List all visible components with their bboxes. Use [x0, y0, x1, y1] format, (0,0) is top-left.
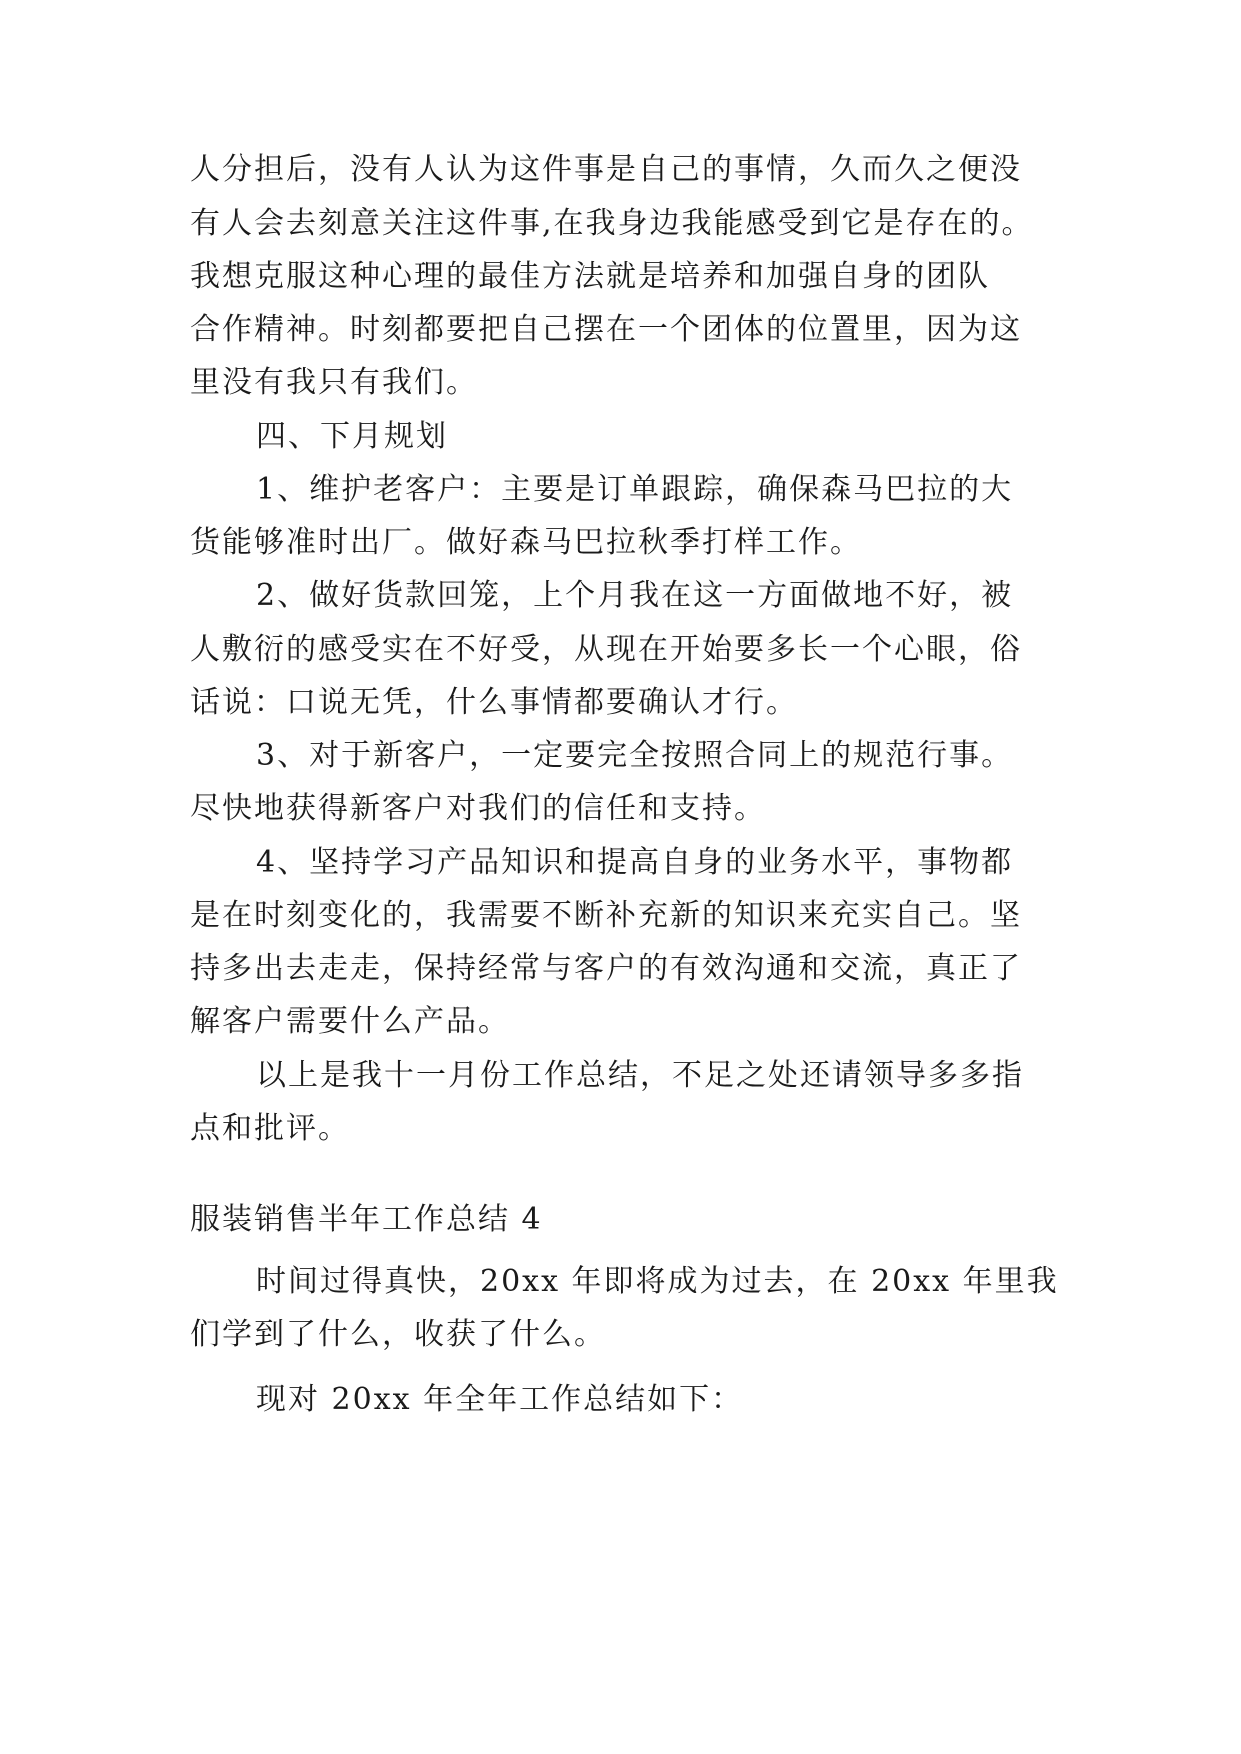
paragraph-line: 4、坚持学习产品知识和提高自身的业务水平，事物都 — [256, 845, 1014, 880]
paragraph-line: 们学到了什么，收获了什么。 — [190, 1317, 606, 1352]
paragraph-line: 1、维护老客户：主要是订单跟踪，确保森马巴拉的大 — [256, 472, 1014, 507]
paragraph-line: 现对 20xx 年全年工作总结如下： — [256, 1382, 744, 1417]
paragraph-line: 持多出去走走，保持经常与客户的有效沟通和交流，真正了 — [190, 951, 1022, 986]
paragraph-line: 以上是我十一月份工作总结，不足之处还请领导多多指 — [256, 1058, 1024, 1093]
paragraph-line: 3、对于新客户，一定要完全按照合同上的规范行事。 — [256, 738, 1014, 773]
section-heading: 四、下月规划 — [256, 419, 448, 454]
paragraph-line: 尽快地获得新客户对我们的信任和支持。 — [190, 791, 766, 826]
paragraph-line: 货能够准时出厂。做好森马巴拉秋季打样工作。 — [190, 525, 862, 560]
paragraph-line: 人敷衍的感受实在不好受，从现在开始要多长一个心眼，俗 — [190, 632, 1022, 667]
paragraph-line: 有人会去刻意关注这件事,在我身边我能感受到它是存在的。 — [190, 206, 1034, 241]
paragraph-line: 人分担后，没有人认为这件事是自己的事情，久而久之便没 — [190, 152, 1022, 187]
paragraph-line: 点和批评。 — [190, 1111, 350, 1146]
paragraph-line: 我想克服这种心理的最佳方法就是培养和加强自身的团队 — [190, 259, 990, 294]
paragraph-line: 里没有我只有我们。 — [190, 365, 478, 400]
paragraph-line: 时间过得真快，20xx 年即将成为过去，在 20xx 年里我 — [256, 1264, 1059, 1299]
paragraph-line: 2、做好货款回笼，上个月我在这一方面做地不好，被 — [256, 578, 1014, 613]
section-title: 服装销售半年工作总结 4 — [190, 1202, 543, 1237]
paragraph-line: 是在时刻变化的，我需要不断补充新的知识来充实自己。坚 — [190, 898, 1022, 933]
paragraph-line: 解客户需要什么产品。 — [190, 1004, 510, 1039]
paragraph-line: 合作精神。时刻都要把自己摆在一个团体的位置里，因为这 — [190, 312, 1022, 347]
paragraph-line: 话说：口说无凭，什么事情都要确认才行。 — [190, 685, 798, 720]
